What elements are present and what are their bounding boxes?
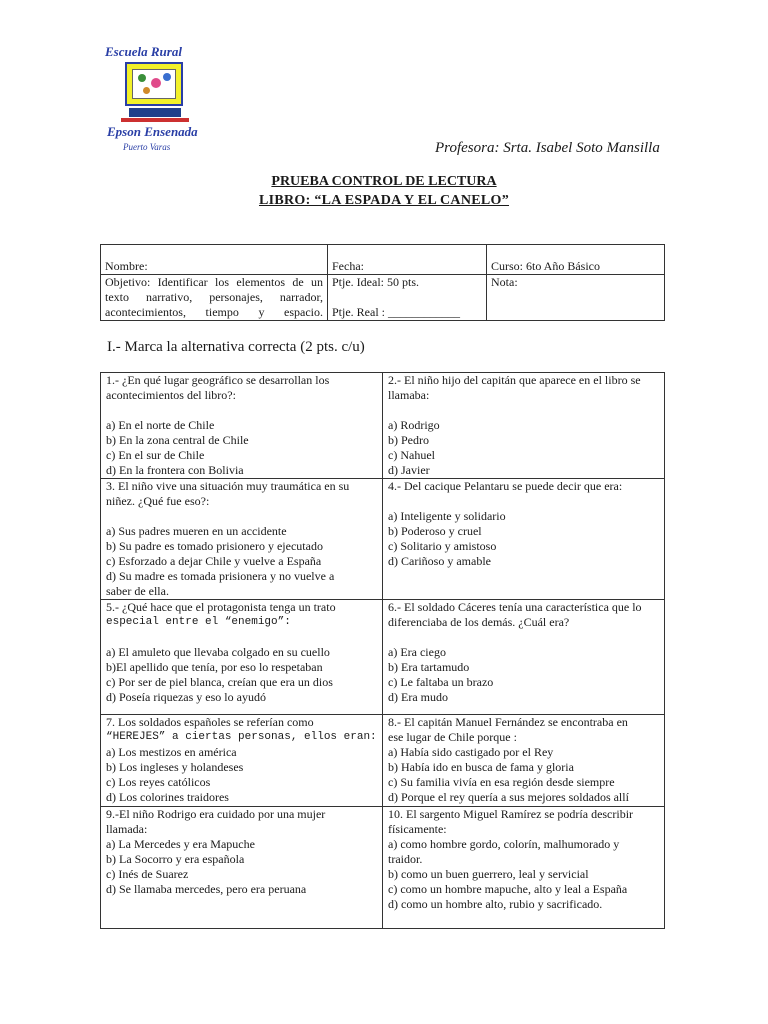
option-c[interactable]: c) Los reyes católicos [106, 775, 211, 789]
option-b[interactable]: b) Pedro [388, 433, 429, 447]
keyboard-icon [121, 118, 189, 122]
nombre-field[interactable] [101, 245, 328, 275]
question-text: ese lugar de Chile porque : [388, 730, 517, 744]
option-b[interactable]: b) Había ido en busca de fama y gloria [388, 760, 574, 774]
option-c[interactable]: c) Por ser de piel blanca, creían que era un dios [106, 675, 333, 689]
question-7 [101, 715, 383, 807]
question-2 [383, 373, 665, 479]
question-text: niñez. ¿Qué fue eso?: [106, 494, 210, 508]
option-d[interactable]: d) Javier [388, 463, 430, 477]
monitor-screen [132, 69, 176, 99]
questions-table [100, 372, 665, 929]
figure-icon [151, 78, 161, 88]
option-a[interactable]: a) En el norte de Chile [106, 418, 215, 432]
question-1 [101, 373, 383, 479]
question-4 [383, 479, 665, 600]
option-b[interactable]: b) como un buen guerrero, leal y servicial [388, 867, 589, 881]
question-text: llamada: [106, 822, 148, 836]
teacher-name: Profesora: Srta. Isabel Soto Mansilla [435, 140, 660, 156]
question-text: 9.-El niño Rodrigo era cuidado por una mujer [106, 807, 326, 821]
nota-field[interactable] [487, 275, 665, 321]
option-a[interactable]: a) El amuleto que llevaba colgado en su cuello [106, 645, 330, 659]
figure-icon [143, 87, 150, 94]
option-b[interactable]: b) Su padre es tomado prisionero y ejecutado [106, 539, 323, 553]
question-text: físicamente: [388, 822, 447, 836]
option-d-cont: saber de ella. [106, 584, 169, 598]
student-info-table [100, 244, 665, 321]
page-title: PRUEBA CONTROL DE LECTURA [271, 174, 497, 189]
question-text: 3. El niño vive una situación muy traumática en su [106, 479, 350, 493]
objetivo-cell [101, 275, 328, 321]
option-a[interactable]: a) Inteligente y solidario [388, 509, 506, 523]
question-text: 7. Los soldados españoles se referían como [106, 715, 314, 729]
option-c[interactable]: c) Inés de Suarez [106, 867, 189, 881]
option-c[interactable]: c) Nahuel [388, 448, 435, 462]
option-d[interactable]: d) como un hombre alto, rubio y sacrificado. [388, 897, 603, 911]
question-text: 10. El sargento Miguel Ramírez se podría describir [388, 807, 634, 821]
question-text: 5.- ¿Qué hace que el protagonista tenga un trato [106, 600, 336, 614]
ptje-real-field[interactable]: Ptje. Real : ____________ [332, 305, 460, 319]
objetivo-text: Objetivo: Identificar los elementos de un texto narrativo, personajes, narrador, acontecimientos, tiempo y espacio. [105, 275, 323, 319]
option-a-cont: traidor. [388, 852, 423, 866]
school-logo [103, 44, 207, 156]
monitor-stand [129, 108, 181, 117]
nota-label: Nota: [491, 275, 518, 289]
option-d[interactable]: d) Era mudo [388, 690, 448, 704]
section-title: I.- Marca la alternativa correcta (2 pts. c/u) [107, 339, 365, 355]
question-text: 6.- El soldado Cáceres tenía una característica que lo [388, 600, 642, 614]
option-b[interactable]: b) Era tartamudo [388, 660, 470, 674]
option-d[interactable]: d) Los colorines traidores [106, 790, 229, 804]
option-c[interactable]: c) En el sur de Chile [106, 448, 205, 462]
option-d[interactable]: d) Su madre es tomada prisionera y no vuelve a [106, 569, 335, 583]
question-6 [383, 600, 665, 715]
option-c[interactable]: c) Le faltaba un brazo [388, 675, 494, 689]
option-b[interactable]: b) Poderoso y cruel [388, 524, 482, 538]
logo-text-sub: Puerto Varas [123, 142, 171, 152]
option-b[interactable]: b)El apellido que tenía, por eso lo respetaban [106, 660, 323, 674]
option-b[interactable]: b) Los ingleses y holandeses [106, 760, 244, 774]
question-text: 4.- Del cacique Pelantaru se puede decir que era: [388, 479, 623, 493]
option-a[interactable]: a) Sus padres mueren en un accidente [106, 524, 287, 538]
option-d[interactable]: d) Poseía riquezas y eso lo ayudó [106, 690, 266, 704]
option-b[interactable]: b) La Socorro y era española [106, 852, 245, 866]
question-text: llamaba: [388, 388, 430, 402]
question-text: especial entre el “enemigo”: [106, 616, 291, 628]
puntaje-cell [328, 275, 487, 321]
question-text: acontecimientos del libro?: [106, 388, 236, 402]
option-a[interactable]: a) Era ciego [388, 645, 446, 659]
question-8 [383, 715, 665, 807]
option-d[interactable]: d) Se llamaba mercedes, pero era peruana [106, 882, 307, 896]
option-d[interactable]: d) Cariñoso y amable [388, 554, 491, 568]
option-a[interactable]: a) Rodrigo [388, 418, 440, 432]
option-d[interactable]: d) Porque el rey quería a sus mejores soldados allí [388, 790, 629, 804]
option-a[interactable]: a) Había sido castigado por el Rey [388, 745, 554, 759]
fecha-label: Fecha: [332, 259, 364, 273]
option-a[interactable]: a) La Mercedes y era Mapuche [106, 837, 255, 851]
question-3 [101, 479, 383, 600]
question-9 [101, 807, 383, 929]
question-10 [383, 807, 665, 929]
curso-label: Curso: 6to Año Básico [491, 259, 601, 273]
question-text: 1.- ¿En qué lugar geográfico se desarrollan los [106, 373, 330, 387]
question-text: 8.- El capitán Manuel Fernández se encontraba en [388, 715, 628, 729]
logo-text-top: Escuela Rural [105, 44, 182, 59]
option-a[interactable]: a) como hombre gordo, colorín, malhumorado y [388, 837, 620, 851]
figure-icon [163, 73, 171, 81]
question-text: diferenciaba de los demás. ¿Cuál era? [388, 615, 570, 629]
fecha-field[interactable] [328, 245, 487, 275]
curso-cell [487, 245, 665, 275]
option-c[interactable]: c) Esforzado a dejar Chile y vuelve a España [106, 554, 322, 568]
question-5 [101, 600, 383, 715]
logo-text-bottom: Epson Ensenada [107, 124, 198, 139]
ptje-ideal-label: Ptje. Ideal: 50 pts. [332, 275, 419, 289]
option-b[interactable]: b) En la zona central de Chile [106, 433, 249, 447]
option-c[interactable]: c) como un hombre mapuche, alto y leal a España [388, 882, 628, 896]
option-c[interactable]: c) Solitario y amistoso [388, 539, 497, 553]
option-d[interactable]: d) En la frontera con Bolivia [106, 463, 244, 477]
computer-monitor-icon [125, 62, 183, 106]
nombre-label: Nombre: [105, 259, 148, 273]
book-title: LIBRO: “LA ESPADA Y EL CANELO” [258, 193, 510, 208]
figure-icon [138, 74, 146, 82]
option-c[interactable]: c) Su familia vivía en esa región desde siempre [388, 775, 615, 789]
question-text: 2.- El niño hijo del capitán que aparece en el libro se [388, 373, 641, 387]
option-a[interactable]: a) Los mestizos en américa [106, 745, 237, 759]
question-text: “HEREJES” a ciertas personas, ellos eran: [106, 731, 377, 743]
